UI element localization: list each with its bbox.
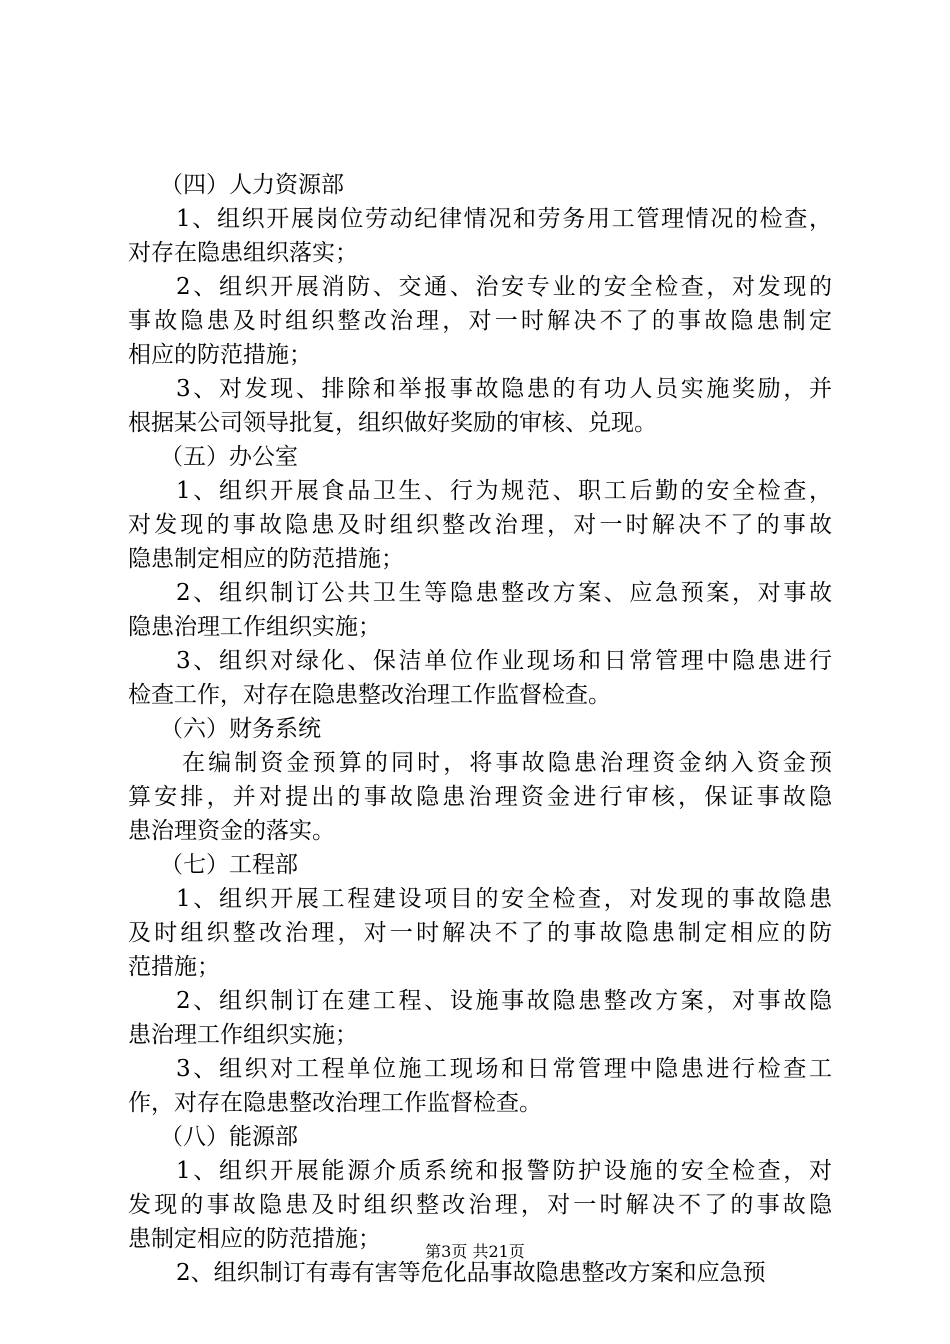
section-heading: （四）人力资源部 bbox=[160, 172, 344, 198]
paragraph-line: 隐患制定相应的防范措施； bbox=[128, 546, 404, 572]
paragraph-line: 隐患治理工作组织实施； bbox=[128, 614, 381, 640]
paragraph-first-line: 2、组织制订在建工程、设施事故隐患整改方案，对事故隐 bbox=[176, 988, 832, 1014]
section-heading: （五）办公室 bbox=[160, 444, 298, 470]
paragraph-line: 患治理工作组织实施； bbox=[128, 1022, 358, 1048]
paragraph-first-line: 1、组织开展能源介质系统和报警防护设施的安全检查，对 bbox=[176, 1158, 832, 1184]
paragraph-line: 对发现的事故隐患及时组织整改治理，对一时解决不了的事故 bbox=[128, 512, 832, 538]
paragraph-first-line: 在编制资金预算的同时，将事故隐患治理资金纳入资金预 bbox=[182, 750, 832, 776]
section-heading: （八）能源部 bbox=[160, 1124, 298, 1150]
paragraph-line: 相应的防范措施； bbox=[128, 342, 312, 368]
paragraph-line: 事故隐患及时组织整改治理，对一时解决不了的事故隐患制定 bbox=[128, 308, 832, 334]
paragraph-first-line: 2、组织制订公共卫生等隐患整改方案、应急预案，对事故 bbox=[176, 580, 832, 606]
paragraph-line: 范措施； bbox=[128, 954, 220, 980]
paragraph-first-line: 3、组织对工程单位施工现场和日常管理中隐患进行检查工 bbox=[176, 1056, 832, 1082]
paragraph-first-line: 3、对发现、排除和举报事故隐患的有功人员实施奖励，并 bbox=[176, 376, 832, 402]
paragraph-first-line: 1、组织开展食品卫生、行为规范、职工后勤的安全检查， bbox=[176, 478, 832, 504]
paragraph-line: 发现的事故隐患及时组织整改治理，对一时解决不了的事故隐 bbox=[128, 1192, 832, 1218]
paragraph-line: 作，对存在隐患整改治理工作监督检查。 bbox=[128, 1090, 542, 1116]
section-heading: （七）工程部 bbox=[160, 852, 298, 878]
paragraph-line: 根据某公司领导批复，组织做好奖励的审核、兑现。 bbox=[128, 410, 657, 436]
paragraph-first-line: 2、组织开展消防、交通、治安专业的安全检查，对发现的 bbox=[176, 274, 832, 300]
document-body bbox=[128, 168, 832, 1290]
paragraph-line: 对存在隐患组织落实； bbox=[128, 240, 358, 266]
paragraph-line: 及时组织整改治理，对一时解决不了的事故隐患制定相应的防 bbox=[128, 920, 832, 946]
section-heading: （六）财务系统 bbox=[160, 716, 321, 742]
paragraph-line: 患制定相应的防范措施； bbox=[128, 1226, 381, 1252]
paragraph-first-line: 1、组织开展岗位劳动纪律情况和劳务用工管理情况的检查， bbox=[176, 206, 832, 232]
paragraph-line: 患治理资金的落实。 bbox=[128, 818, 335, 844]
paragraph-first-line: 1、组织开展工程建设项目的安全检查，对发现的事故隐患 bbox=[176, 886, 832, 912]
paragraph-line: 检查工作，对存在隐患整改治理工作监督检查。 bbox=[128, 682, 611, 708]
paragraph-line: 算安排，并对提出的事故隐患治理资金进行审核，保证事故隐 bbox=[128, 784, 832, 810]
page-footer: 第3页 共21页 bbox=[425, 1242, 525, 1261]
paragraph-first-line: 2、组织制订有毒有害等危化品事故隐患整改方案和应急预 bbox=[176, 1260, 766, 1286]
paragraph-first-line: 3、组织对绿化、保洁单位作业现场和日常管理中隐患进行 bbox=[176, 648, 832, 674]
